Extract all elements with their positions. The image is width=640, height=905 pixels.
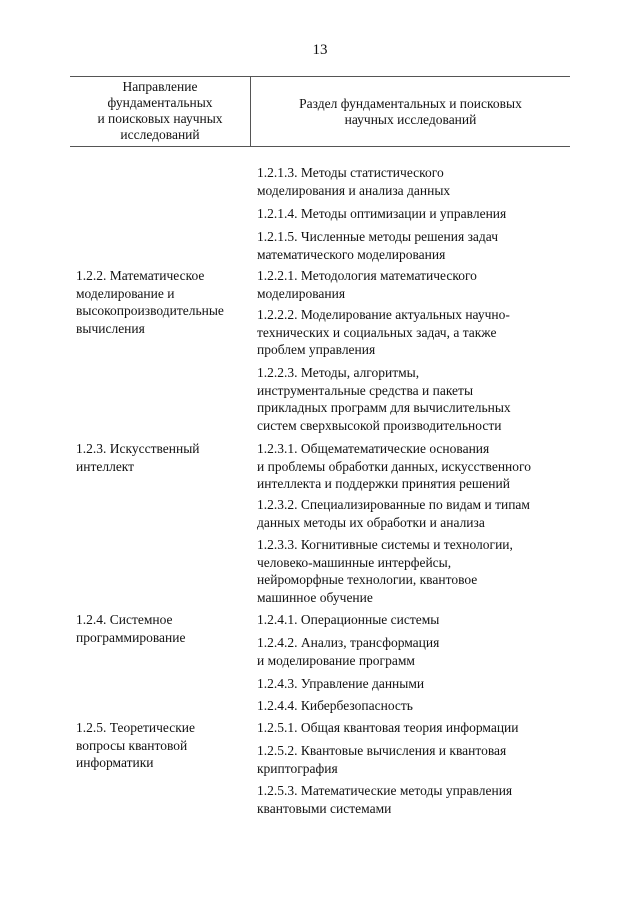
section-line: 1.2.5.1. Общая квантовая теория информации (257, 720, 519, 735)
section-line: 1.2.1.3. Методы статистического (257, 165, 444, 180)
section-line: 1.2.4.3. Управление данными (257, 676, 425, 691)
page-number: 13 (312, 42, 328, 58)
section-line: проблем управления (257, 342, 376, 357)
section-cell (257, 719, 519, 737)
section-line: 1.2.4.4. Кибербезопасность (257, 698, 413, 713)
section-cell (257, 782, 512, 817)
section-line: технических и социальных задач, а также (257, 324, 497, 340)
direction-line: 1.2.5. Теоретические (76, 720, 195, 735)
header-line: научных исследований (344, 112, 477, 127)
section-line: 1.2.2.1. Методология математического (257, 268, 477, 283)
section-line: интеллекта и поддержки принятия решений (257, 476, 510, 491)
section-line: прикладных программ для вычислительных (257, 400, 511, 415)
section-line: инструментальные средства и пакеты (257, 382, 474, 398)
section-line: 1.2.5.2. Квантовые вычисления и квантовая (257, 743, 507, 758)
section-line: данных методы их обработки и анализа (257, 514, 485, 530)
direction-line: моделирование и (76, 285, 175, 301)
direction-cell (76, 719, 195, 772)
section-line: и проблемы обработки данных, искусственного (257, 458, 531, 474)
header-line: Раздел фундаментальных и поисковых (299, 96, 522, 111)
section-line: 1.2.3.3. Когнитивные системы и технологии, (257, 537, 513, 552)
section-cell (257, 267, 477, 302)
section-line: квантовыми системами (257, 800, 392, 816)
header-line: Направление (122, 79, 198, 94)
header-bottom-border (70, 146, 570, 147)
section-line: 1.2.1.5. Численные методы решения задач (257, 229, 499, 244)
section-cell (257, 634, 439, 669)
section-cell (257, 675, 424, 693)
section-line: 1.2.1.4. Методы оптимизации и управления (257, 206, 507, 221)
section-cell (257, 536, 513, 606)
direction-cell (76, 267, 224, 337)
section-cell (257, 364, 511, 434)
header-line: исследований (120, 127, 200, 142)
section-line: 1.2.4.1. Операционные системы (257, 612, 440, 627)
header-line: фундаментальных (107, 95, 213, 110)
header-section-column (251, 96, 570, 128)
header-direction-column (70, 79, 250, 143)
section-cell (257, 306, 510, 359)
section-line: 1.2.4.2. Анализ, трансформация (257, 635, 440, 650)
section-cell (257, 440, 531, 493)
direction-line: высокопроизводительные (76, 303, 224, 318)
section-line: моделирования (257, 285, 346, 301)
direction-line: программирование (76, 629, 186, 645)
header-line: и поисковых научных (97, 111, 223, 126)
direction-line: интеллект (76, 458, 135, 474)
direction-cell (76, 611, 185, 646)
section-line: 1.2.2.2. Моделирование актуальных научно- (257, 307, 510, 322)
section-cell (257, 205, 506, 223)
section-line: систем сверхвысокой производительности (257, 417, 502, 433)
section-line: и моделирование программ (257, 652, 415, 668)
section-line: 1.2.3.1. Общематематические основания (257, 441, 490, 456)
section-cell (257, 164, 450, 199)
direction-line: информатики (76, 755, 154, 770)
direction-line: 1.2.2. Математическое (76, 268, 205, 283)
section-cell (257, 742, 506, 777)
section-cell (257, 611, 439, 629)
direction-line: вычисления (76, 320, 145, 336)
section-line: 1.2.3.2. Специализированные по видам и типам (257, 497, 530, 512)
direction-cell (76, 440, 200, 475)
section-line: человеко-машинные интерфейсы, (257, 554, 452, 570)
section-line: 1.2.2.3. Методы, алгоритмы, (257, 365, 420, 380)
direction-line: 1.2.3. Искусственный (76, 441, 200, 456)
section-line: машинное обучение (257, 589, 373, 605)
section-line: криптография (257, 760, 338, 776)
section-cell (257, 496, 530, 531)
section-cell (257, 228, 498, 263)
section-cell (257, 697, 413, 715)
section-line: 1.2.5.3. Математические методы управления (257, 783, 513, 798)
direction-line: вопросы квантовой (76, 737, 188, 753)
table-top-border (70, 76, 570, 77)
direction-line: 1.2.4. Системное (76, 612, 173, 627)
section-line: математического моделирования (257, 246, 446, 262)
section-line: нейроморфные технологии, квантовое (257, 572, 478, 587)
section-line: моделирования и анализа данных (257, 182, 451, 198)
